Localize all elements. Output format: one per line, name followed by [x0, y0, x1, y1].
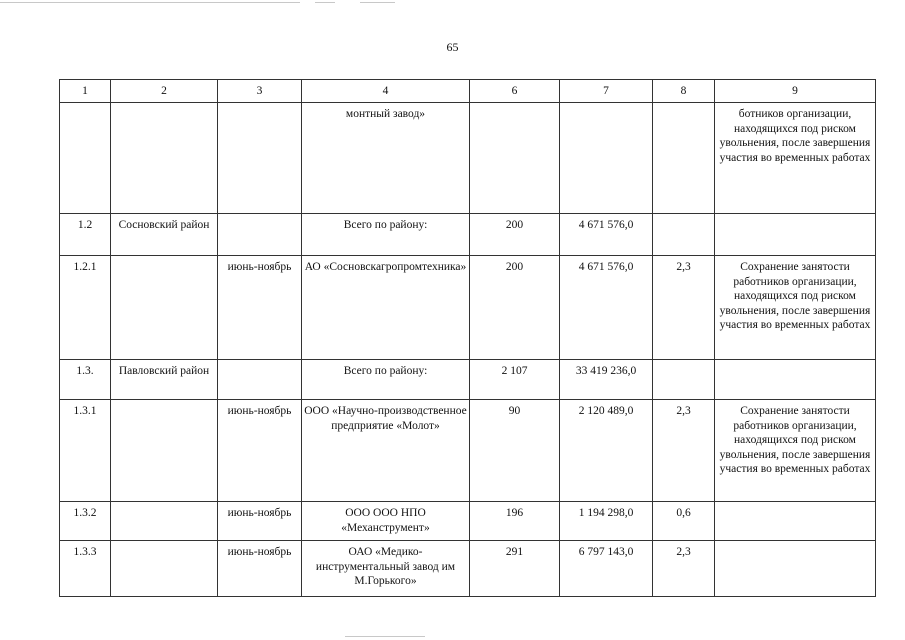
cell-people: 90 [470, 400, 560, 502]
cell-organization: Всего по району: [302, 360, 470, 400]
table-row [60, 400, 876, 502]
cell-period: июнь-ноябрь [218, 400, 302, 502]
column-header: 3 [218, 80, 302, 103]
cell-note [715, 360, 876, 400]
cell-period: июнь-ноябрь [218, 256, 302, 360]
cell-ratio [653, 360, 715, 400]
cell-organization: ООО ООО НПО «Механструмент» [302, 502, 470, 541]
cell-amount: 1 194 298,0 [560, 502, 653, 541]
cell-number: 1.2 [60, 214, 111, 256]
cell-period [218, 360, 302, 400]
cell-amount: 6 797 143,0 [560, 541, 653, 597]
cell-organization: ООО «Научно-производственное предприятие «Молот» [302, 400, 470, 502]
cell-number: 1.3.1 [60, 400, 111, 502]
page-number: 65 [446, 40, 459, 54]
cell-organization: АО «Сосновскагропромтехника» [302, 256, 470, 360]
cell-number: 1.3.3 [60, 541, 111, 597]
cell-people: 291 [470, 541, 560, 597]
cell-ratio [653, 103, 715, 214]
table-row [60, 214, 876, 256]
table-row [60, 360, 876, 400]
scan-edge-line [315, 2, 335, 3]
cell-note [715, 214, 876, 256]
cell-people: 196 [470, 502, 560, 541]
cell-people [470, 103, 560, 214]
cell-amount: 4 671 576,0 [560, 214, 653, 256]
cell-ratio: 2,3 [653, 256, 715, 360]
cell-people: 2 107 [470, 360, 560, 400]
column-header: 8 [653, 80, 715, 103]
column-header: 4 [302, 80, 470, 103]
cell-ratio: 0,6 [653, 502, 715, 541]
cell-district [111, 502, 218, 541]
table-row [60, 256, 876, 360]
cell-amount: 2 120 489,0 [560, 400, 653, 502]
cell-ratio: 2,3 [653, 541, 715, 597]
cell-amount: 4 671 576,0 [560, 256, 653, 360]
cell-organization: ОАО «Медико-инструментальный завод им М.Горького» [302, 541, 470, 597]
cell-ratio [653, 214, 715, 256]
cell-district: Павловский район [111, 360, 218, 400]
cell-amount [560, 103, 653, 214]
table-row [60, 103, 876, 214]
cell-district [111, 541, 218, 597]
cell-district [111, 400, 218, 502]
table-row [60, 541, 876, 597]
cell-note [715, 502, 876, 541]
scan-edge-line [345, 636, 425, 637]
scan-edge-line [0, 2, 300, 3]
cell-ratio: 2,3 [653, 400, 715, 502]
cell-people: 200 [470, 214, 560, 256]
cell-district [111, 256, 218, 360]
cell-note [715, 541, 876, 597]
cell-period: июнь-ноябрь [218, 541, 302, 597]
cell-number: 1.2.1 [60, 256, 111, 360]
column-header: 9 [715, 80, 876, 103]
cell-people: 200 [470, 256, 560, 360]
cell-period [218, 214, 302, 256]
cell-note: Сохранение занятости работников организации, находящихся под риском увольнения, после завершения участия во временных работах [715, 400, 876, 502]
cell-district [111, 103, 218, 214]
cell-period [218, 103, 302, 214]
document-table [59, 79, 876, 597]
column-header: 2 [111, 80, 218, 103]
cell-period: июнь-ноябрь [218, 502, 302, 541]
cell-number: 1.3.2 [60, 502, 111, 541]
cell-note: ботников организации, находящихся под риском увольнения, после завершения участия во временных работах [715, 103, 876, 214]
cell-number [60, 103, 111, 214]
header-row [60, 80, 876, 103]
column-header: 7 [560, 80, 653, 103]
column-header: 1 [60, 80, 111, 103]
cell-organization: Всего по району: [302, 214, 470, 256]
column-header: 6 [470, 80, 560, 103]
cell-note: Сохранение занятости работников организации, находящихся под риском увольнения, после завершения участия во временных работах [715, 256, 876, 360]
scan-edge-line [360, 2, 395, 3]
cell-number: 1.3. [60, 360, 111, 400]
cell-organization: монтный завод» [302, 103, 470, 214]
table-row [60, 502, 876, 541]
cell-amount: 33 419 236,0 [560, 360, 653, 400]
cell-district: Сосновский район [111, 214, 218, 256]
